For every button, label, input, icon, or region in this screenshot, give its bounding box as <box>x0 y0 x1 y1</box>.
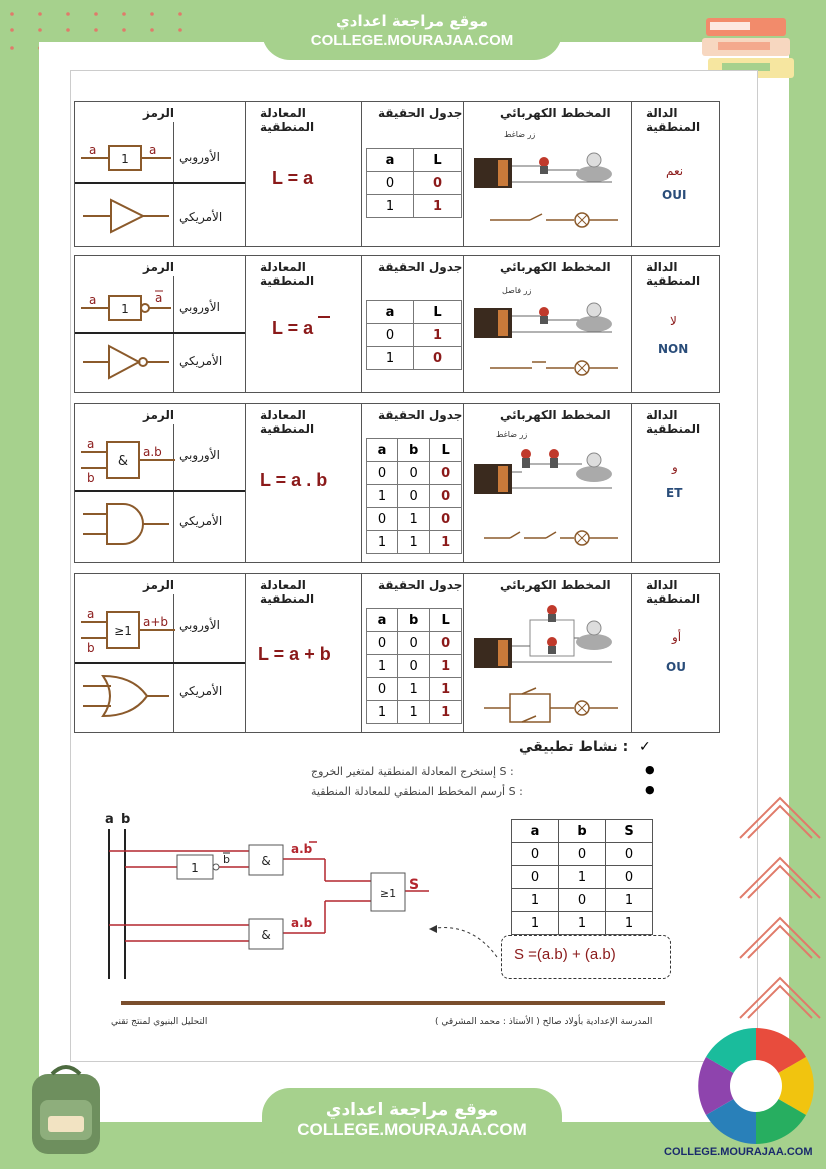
header-symbol: الرمز <box>143 260 174 274</box>
switch-label: زر ضاغط <box>504 130 536 139</box>
truth-table-cell <box>361 256 463 392</box>
result-equation-box <box>501 935 671 979</box>
circuit-cell <box>463 102 631 246</box>
col-header: a <box>367 439 398 462</box>
european-symbol-et <box>81 434 175 484</box>
cell: 1 <box>559 866 606 889</box>
result-equation: S =(a.b) + (a.b) <box>514 946 616 963</box>
output-label-s: S <box>409 877 420 893</box>
circuit-diagram-et <box>470 438 630 558</box>
equation-cell <box>245 404 361 562</box>
cell: 0 <box>413 172 461 195</box>
cell: 0 <box>559 889 606 912</box>
header-function: الدالة المنطقية <box>646 408 701 436</box>
label-american: الأمريكي <box>179 210 223 224</box>
site-logo-icon <box>694 1024 818 1148</box>
col-header: a <box>367 609 398 632</box>
site-name-ar: موقع مراجعة اعدادي <box>336 12 488 30</box>
footer-right: المدرسة الإعدادية بأولاد صالح ( الأستاذ : محمد المشرقي ) <box>435 1017 653 1027</box>
truth-table-cell <box>361 574 463 732</box>
backpack-icon <box>18 1060 114 1160</box>
cell: 1 <box>430 655 462 678</box>
cell: 1 <box>397 508 429 531</box>
function-ar-ou: أو <box>672 630 682 644</box>
header-symbol: الرمز <box>143 408 174 422</box>
cell: 0 <box>397 462 429 485</box>
activity-title: نشاط تطبيقي : <box>519 739 629 755</box>
site-url: COLLEGE.MOURAJAA.COM <box>297 1120 527 1139</box>
header-equation: المعادلة المنطقية <box>260 408 315 436</box>
header-symbol: الرمز <box>143 578 174 592</box>
header-circuit: المخطط الكهربائي <box>500 578 611 592</box>
site-name-ar: موقع مراجعة اعدادي <box>325 1100 499 1120</box>
cell: 0 <box>367 462 398 485</box>
header-circuit: المخطط الكهربائي <box>500 106 611 120</box>
truth-table-oui <box>366 148 462 218</box>
cell: 0 <box>413 347 461 370</box>
cell: 1 <box>397 701 429 724</box>
cell: 0 <box>397 655 429 678</box>
worksheet <box>70 70 758 1062</box>
function-fr-ou: OU <box>666 660 686 674</box>
cell: 1 <box>367 485 398 508</box>
function-cell <box>631 256 719 392</box>
input-label-b: b <box>121 812 131 827</box>
truth-table-et <box>366 438 462 554</box>
header-equation: المعادلة المنطقية <box>260 578 315 606</box>
cell: 1 <box>367 195 414 218</box>
eu-input-a: a <box>89 293 97 307</box>
and-gate-1-label: & <box>261 854 271 868</box>
equation-et: L = a . b <box>260 470 328 490</box>
function-ar-oui: نعم <box>666 164 684 178</box>
eu-output: a+b <box>143 615 169 629</box>
american-symbol-oui <box>83 196 169 236</box>
col-header: L <box>413 149 461 172</box>
header-function: الدالة المنطقية <box>646 260 701 288</box>
chevron-decoration-icon <box>738 790 824 1050</box>
equation-oui: L = a <box>272 168 314 188</box>
symbol-cell <box>75 102 245 246</box>
cell: 0 <box>367 678 398 701</box>
col-header: b <box>559 820 606 843</box>
gate-row-non <box>74 255 720 393</box>
label-european: الأوروبي <box>179 448 220 462</box>
eu-output: a <box>155 291 163 305</box>
footer-divider <box>121 1001 665 1005</box>
equation-ou: L = a + b <box>258 644 331 664</box>
cell: 1 <box>512 912 559 935</box>
eu-input-a: a <box>87 437 95 451</box>
function-fr-oui: OUI <box>662 188 687 202</box>
truth-table-non <box>366 300 462 370</box>
gate-row-oui <box>74 101 720 247</box>
overbar <box>318 316 330 318</box>
eu-symbol-text: ≥1 <box>114 624 132 638</box>
or-gate-label: ≥1 <box>379 887 397 900</box>
american-symbol-non <box>83 342 169 382</box>
site-banner-bottom[interactable] <box>262 1088 562 1154</box>
col-header: b <box>397 609 429 632</box>
circuit-diagram-oui <box>470 138 630 238</box>
and-gate-2-label: & <box>261 928 271 942</box>
term-1: a.b <box>291 842 313 856</box>
header-truth-table: جدول الحقيقة <box>378 578 463 592</box>
col-header: S <box>606 820 653 843</box>
circuit-cell <box>463 404 631 562</box>
european-symbol-ou <box>81 604 175 654</box>
eu-input-b: b <box>87 471 95 484</box>
footer-left: التحليل البنيوي لمنتج تقني <box>111 1017 208 1027</box>
circuit-diagram-ou <box>470 602 630 728</box>
logic-diagram <box>99 809 459 979</box>
cell: 1 <box>606 912 653 935</box>
equation-cell <box>245 574 361 732</box>
equation-cell <box>245 102 361 246</box>
circuit-diagram-non <box>470 290 630 386</box>
cell: 1 <box>430 531 462 554</box>
function-fr-et: ET <box>666 486 683 500</box>
symbol-cell <box>75 256 245 392</box>
cell: 0 <box>397 632 429 655</box>
function-cell <box>631 574 719 732</box>
header-circuit: المخطط الكهربائي <box>500 260 611 274</box>
header-symbol: الرمز <box>143 106 174 120</box>
cell: 0 <box>367 324 414 347</box>
header-function: الدالة المنطقية <box>646 106 701 134</box>
eu-input-a: a <box>89 143 97 157</box>
equation-non: L = a <box>272 318 314 338</box>
gate-row-ou <box>74 573 720 733</box>
col-header: b <box>397 439 429 462</box>
eu-input-b: b <box>87 641 95 654</box>
col-header: a <box>512 820 559 843</box>
col-header: L <box>430 439 462 462</box>
wire-b-bar: b <box>223 853 230 866</box>
cell: 1 <box>512 889 559 912</box>
truth-table-cell <box>361 102 463 246</box>
cell: 1 <box>430 701 462 724</box>
cell: 0 <box>367 508 398 531</box>
cell: 0 <box>559 843 606 866</box>
col-header: a <box>367 301 414 324</box>
symbol-cell <box>75 574 245 732</box>
activity-bullet-2: أرسم المخطط المنطقي للمعادلة المنطقية S : <box>311 785 523 798</box>
function-cell <box>631 404 719 562</box>
eu-symbol-text: 1 <box>121 152 129 166</box>
label-european: الأوروبي <box>179 618 220 632</box>
bullet-icon: ● <box>645 783 655 796</box>
activity-bullet-1: إستخرج المعادلة المنطقية لمتغير الخروج S : <box>311 765 514 778</box>
eu-symbol-text: 1 <box>121 302 129 316</box>
cell: 0 <box>606 866 653 889</box>
result-truth-table <box>511 819 653 935</box>
header-function: الدالة المنطقية <box>646 578 701 606</box>
cell: 1 <box>413 324 461 347</box>
function-fr-non: NON <box>658 342 689 356</box>
american-symbol-ou <box>83 672 169 720</box>
gate-row-et <box>74 403 720 563</box>
header-truth-table: جدول الحقيقة <box>378 260 463 274</box>
label-american: الأمريكي <box>179 684 223 698</box>
european-symbol-non <box>81 288 171 324</box>
col-header: a <box>367 149 414 172</box>
american-symbol-et <box>83 500 169 548</box>
cell: 1 <box>367 531 398 554</box>
header-truth-table: جدول الحقيقة <box>378 408 463 422</box>
col-header: L <box>413 301 461 324</box>
site-banner-top[interactable] <box>262 2 562 60</box>
cell: 1 <box>606 889 653 912</box>
cell: 0 <box>430 462 462 485</box>
truth-table-cell <box>361 404 463 562</box>
header-equation: المعادلة المنطقية <box>260 260 315 288</box>
cell: 1 <box>413 195 461 218</box>
not-gate-label: 1 <box>191 861 199 875</box>
cell: 1 <box>559 912 606 935</box>
eu-symbol-text: & <box>117 454 129 469</box>
equation-cell <box>245 256 361 392</box>
truth-table-ou <box>366 608 462 724</box>
cell: 1 <box>430 678 462 701</box>
switch-label: زر فاصل <box>502 286 532 295</box>
label-european: الأوروبي <box>179 150 220 164</box>
cell: 0 <box>512 843 559 866</box>
circuit-cell <box>463 574 631 732</box>
cell: 1 <box>397 678 429 701</box>
header-circuit: المخطط الكهربائي <box>500 408 611 422</box>
bullet-icon: ● <box>645 763 655 776</box>
input-label-a: a <box>105 812 114 827</box>
cell: 0 <box>430 485 462 508</box>
cell: 1 <box>367 655 398 678</box>
eu-input-a: a <box>87 607 95 621</box>
header-truth-table: جدول الحقيقة <box>378 106 463 120</box>
function-cell <box>631 102 719 246</box>
eu-output: a.b <box>143 445 162 459</box>
label-european: الأوروبي <box>179 300 220 314</box>
symbol-cell <box>75 404 245 562</box>
cell: 0 <box>430 632 462 655</box>
european-symbol-oui <box>81 138 171 174</box>
function-ar-non: لا <box>670 314 677 328</box>
cell: 0 <box>430 508 462 531</box>
header-equation: المعادلة المنطقية <box>260 106 315 134</box>
cell: 1 <box>367 701 398 724</box>
term-2: a.b <box>291 916 313 930</box>
cell: 1 <box>367 347 414 370</box>
site-url: COLLEGE.MOURAJAA.COM <box>310 32 514 49</box>
cell: 0 <box>606 843 653 866</box>
circuit-cell <box>463 256 631 392</box>
cell: 0 <box>367 172 414 195</box>
switch-label: زر ضاغط <box>496 430 528 439</box>
cell: 0 <box>512 866 559 889</box>
logo-url: COLLEGE.MOURAJAA.COM <box>664 1146 813 1158</box>
cell: 0 <box>367 632 398 655</box>
cell: 1 <box>397 531 429 554</box>
cell: 0 <box>397 485 429 508</box>
function-ar-et: و <box>672 460 678 474</box>
label-american: الأمريكي <box>179 354 223 368</box>
label-american: الأمريكي <box>179 514 223 528</box>
dashed-arrow-icon <box>421 917 501 967</box>
eu-output: a <box>149 143 157 157</box>
check-icon: ✓ <box>639 739 651 755</box>
col-header: L <box>430 609 462 632</box>
